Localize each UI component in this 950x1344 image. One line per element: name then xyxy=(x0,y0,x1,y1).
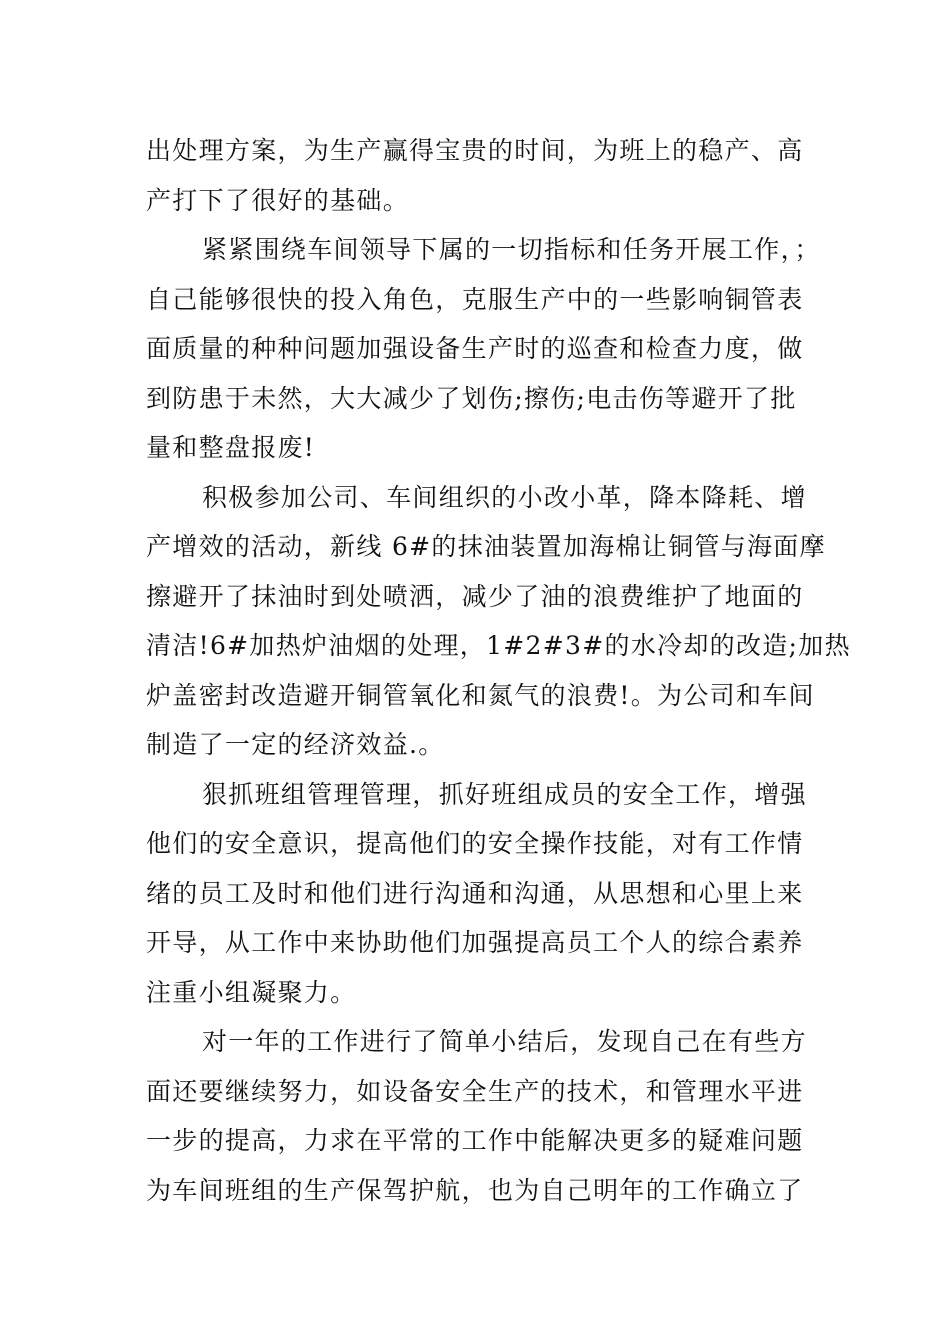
text-line: 擦避开了抹油时到处喷洒，减少了油的浪费维护了地面的 xyxy=(146,581,804,611)
text-line: 他们的安全意识，提高他们的安全操作技能，对有工作情 xyxy=(146,829,804,858)
body-text xyxy=(146,126,851,1215)
text-line: 开导，从工作中来协助他们加强提高员工个人的综合素养 xyxy=(146,928,804,957)
text-line: 面质量的种种问题加强设备生产时的巡查和检查力度，做 xyxy=(146,334,804,363)
text-line: 清洁!6#加热炉油烟的处理，1#2#3#的水冷却的改造;加热 xyxy=(146,631,851,660)
text-line: 为车间班组的生产保驾护航，也为自己明年的工作确立了 xyxy=(146,1175,804,1205)
paragraph-first-line: 积极参加公司、车间组织的小改小革，降本降耗、增 xyxy=(202,482,807,512)
text-line: 到防患于未然，大大减少了划伤;擦伤;电击伤等避开了批 xyxy=(146,383,797,413)
text-line: 出处理方案，为生产赢得宝贵的时间，为班上的稳产、高 xyxy=(146,136,804,165)
text-line: 炉盖密封改造避开铜管氧化和氮气的浪费!。为公司和车间 xyxy=(146,680,815,710)
text-line: 面还要继续努力，如设备安全生产的技术，和管理水平进 xyxy=(146,1076,804,1106)
text-line: 一步的提高，力求在平常的工作中能解决更多的疑难问题 xyxy=(146,1126,804,1155)
paragraph-first-line: 狠抓班组管理管理，抓好班组成员的安全工作，增强 xyxy=(202,779,807,809)
text-line: 注重小组凝聚力。 xyxy=(146,977,357,1007)
text-line: 制造了一定的经济效益.。 xyxy=(146,730,445,759)
text-line: 产打下了很好的基础。 xyxy=(146,185,410,215)
paragraph-first-line: 对一年的工作进行了简单小结后，发现自己在有些方 xyxy=(202,1027,807,1056)
text-line: 量和整盘报废! xyxy=(146,433,316,462)
text-line: 自己能够很快的投入角色，克服生产中的一些影响铜管表 xyxy=(146,284,804,314)
text-line: 绪的员工及时和他们进行沟通和沟通，从思想和心里上来 xyxy=(146,878,804,908)
paragraph-first-line: 紧紧围绕车间领导下属的一切指标和任务开展工作，； xyxy=(202,235,821,264)
text-line: 产增效的活动，新线 6#的抹油装置加海棉让铜管与海面摩 xyxy=(146,532,826,561)
